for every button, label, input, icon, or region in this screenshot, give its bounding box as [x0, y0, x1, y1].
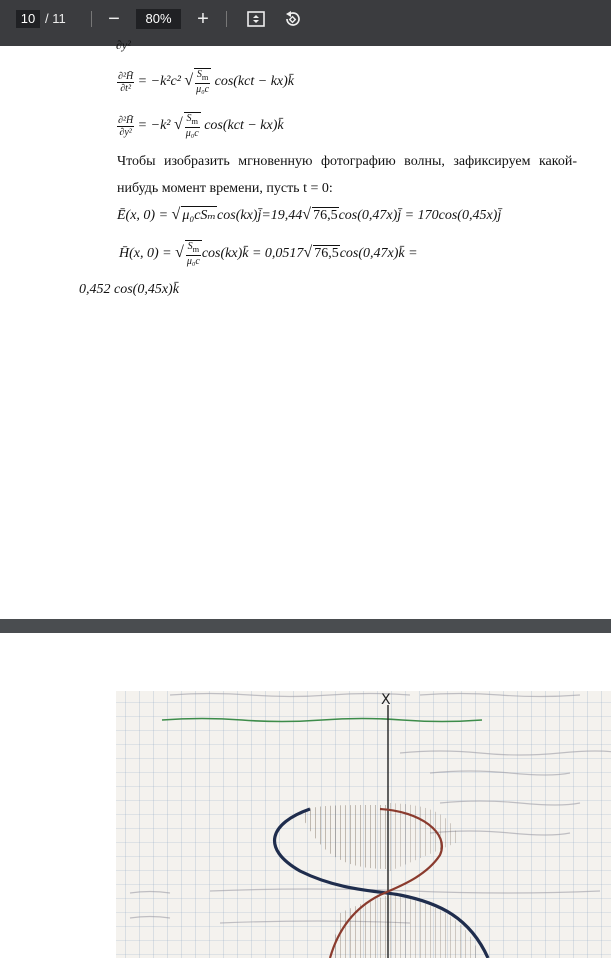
zoom-out-button[interactable]: − [108, 8, 120, 30]
equation-h-space: $\frac{\text{∂²H̄}}{\text{∂y²}}$ = −k² √ $\frac{S_m}{\text{μ₀c}}$ cos(kct − kx)k̄ [118, 113, 284, 139]
page-total: / 11 [45, 11, 66, 26]
paragraph-text: Чтобы изобразить мгновенную фотографию волны, зафиксируем какой-нибудь момент времени, пусть t = 0: [117, 154, 577, 196]
pdf-toolbar [0, 0, 611, 46]
equation-h-field: H̄(x, 0) = √ $\frac{S_m}{\text{μ₀c}}$ cos(kx)k̄ = 0,0517√ 76,5cos(0,47x)k̄ = [119, 241, 418, 267]
page-number-input[interactable]: 10 [16, 10, 40, 28]
equation-h-result: 0,452 cos(0,45x)k̄ [79, 282, 179, 297]
rotate-icon[interactable] [280, 7, 304, 31]
axis-label-x: X [381, 692, 391, 708]
cut-off-equation: ∂y² [116, 38, 131, 52]
fit-page-icon[interactable] [244, 7, 268, 31]
zoom-level-input[interactable]: 80% [136, 9, 181, 29]
equation-e-field: Ē(x, 0) = √ μ₀cSₘcos(kx)j̄=19,44√ 76,5cos(0,47x)j̄ = 170cos(0,45x)j̄ [117, 206, 502, 223]
toolbar-divider [226, 11, 227, 27]
equation-h-time: $\frac{\text{∂²H̄}}{\text{∂t²}}$ = −k²c² √ $\frac{S_m}{\text{μ₀c}}$ cos(kct − kx)k̄ [118, 69, 295, 95]
pdf-page [0, 38, 611, 619]
pdf-page [0, 633, 611, 958]
zoom-in-button[interactable]: + [197, 8, 209, 30]
toolbar-divider [91, 11, 92, 27]
scanned-graph-image [0, 633, 611, 958]
